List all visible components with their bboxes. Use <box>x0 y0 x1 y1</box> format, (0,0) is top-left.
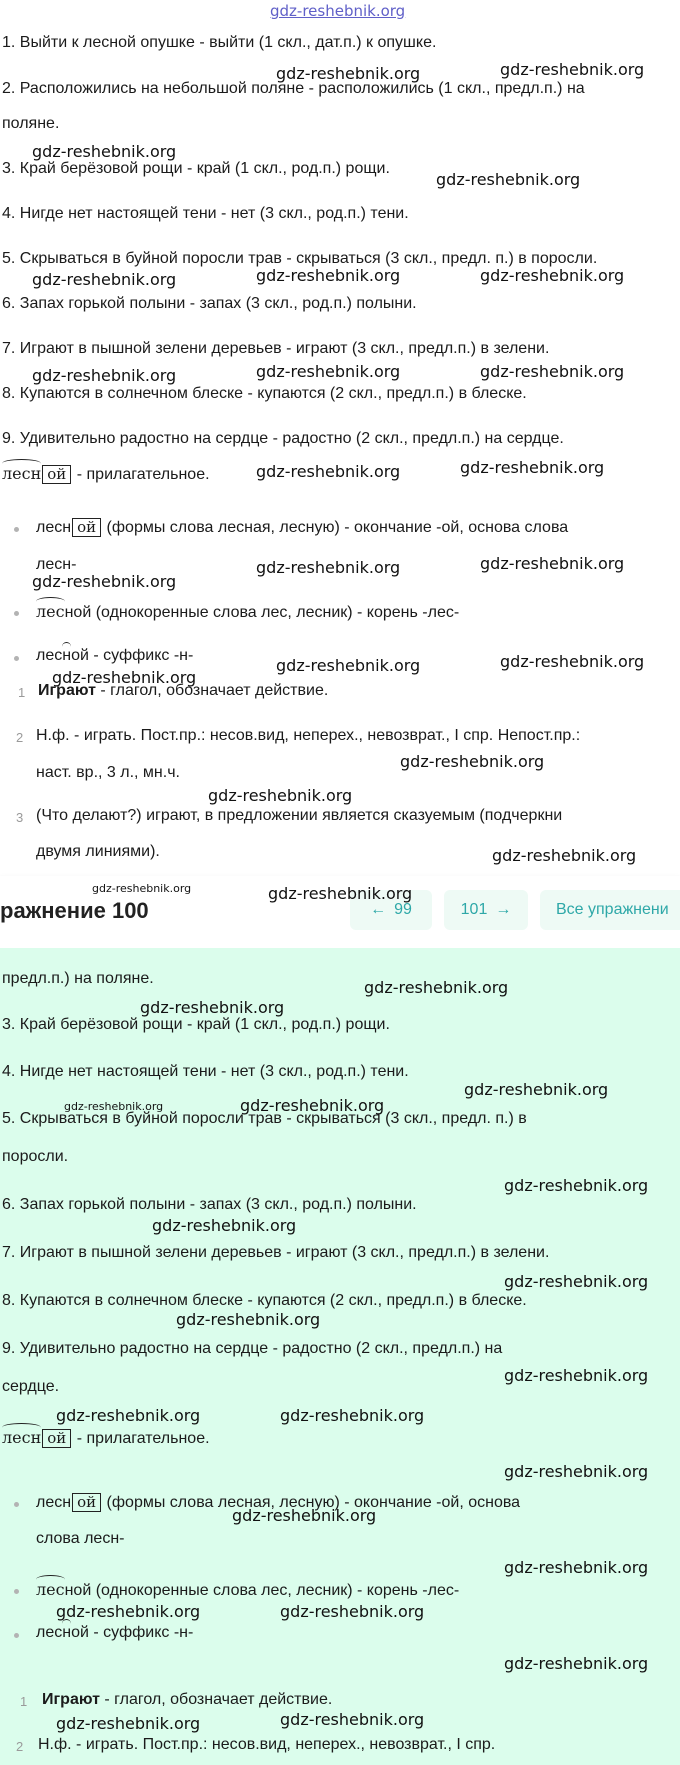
bullet-stem: лесн <box>36 1494 72 1511</box>
answer-line-5-cont: поросли. <box>2 1148 69 1165</box>
watermark: gdz-reshebnik.org <box>504 1654 649 1673</box>
watermark: gdz-reshebnik.org <box>504 1272 649 1291</box>
watermark: gdz-reshebnik.org <box>140 998 285 1017</box>
watermark: gdz-reshebnik.org <box>32 366 177 385</box>
answer-line-7: 7. Играют в пышной зелени деревьев - играют (3 скл., предл.п.) в зелени. <box>2 340 550 357</box>
next-exercise-label: 101 <box>460 901 488 918</box>
list-number: 1 <box>20 1694 28 1709</box>
watermark: gdz-reshebnik.org <box>208 786 353 805</box>
morph-label: - прилагательное. <box>72 466 210 483</box>
arrow-left-icon: ← <box>370 901 387 918</box>
numbered-item-3: (Что делают?) играют, в предложении является сказуемым (подчеркни <box>36 807 563 824</box>
root-arc: лес <box>36 602 65 621</box>
list-number: 1 <box>18 685 26 700</box>
suffix-mark: н <box>62 1624 72 1641</box>
suffix-prefix: лес <box>36 1624 63 1641</box>
watermark: gdz-reshebnik.org <box>92 882 192 895</box>
bullet-item-root <box>36 1580 459 1600</box>
watermark: gdz-reshebnik.org <box>152 1216 297 1235</box>
all-exercises-button[interactable] <box>540 890 680 930</box>
answer-line-3: 3. Край берёзовой рощи - край (1 скл., род.п.) рощи. <box>2 160 390 177</box>
watermark: gdz-reshebnik.org <box>56 1714 201 1733</box>
list-number: 2 <box>16 730 24 745</box>
numbered-item-2: Н.ф. - играть. Пост.пр.: несов.вид, неперех., невозврат., I спр. <box>38 1736 496 1753</box>
watermark: gdz-reshebnik.org <box>280 1710 425 1729</box>
answer-line-9: 9. Удивительно радостно на сердце - радостно (2 скл., предл.п.) на <box>2 1340 503 1357</box>
answer-line-5: 5. Скрываться в буйной поросли трав - скрываться (3 скл., предл. п.) в <box>2 1110 527 1127</box>
answer-line-1: 1. Выйти к лесной опушке - выйти (1 скл., дат.п.) к опушке. <box>2 34 437 51</box>
bullet-dot <box>14 527 19 532</box>
watermark: gdz-reshebnik.org <box>56 1406 201 1425</box>
watermark: gdz-reshebnik.org <box>480 362 625 381</box>
answer-line-6: 6. Запах горькой полыни - запах (3 скл., род.п.) полыни. <box>2 295 417 312</box>
watermark: gdz-reshebnik.org <box>504 1366 649 1385</box>
bullet-item-ending <box>36 518 568 537</box>
watermark: gdz-reshebnik.org <box>64 1100 164 1113</box>
watermark: gdz-reshebnik.org <box>256 266 401 285</box>
watermark: gdz-reshebnik.org <box>480 554 625 573</box>
numbered-item-2: Н.ф. - играть. Пост.пр.: несов.вид, неперех., невозврат., I спр. Непост.пр.: <box>36 727 581 744</box>
morph-heading <box>2 464 210 484</box>
next-exercise-button[interactable] <box>444 890 528 930</box>
answer-line-5: 5. Скрываться в буйной поросли трав - скрываться (3 скл., предл. п.) в поросли. <box>2 250 598 267</box>
item-text: - глагол, обозначает действие. <box>99 1691 333 1708</box>
watermark: gdz-reshebnik.org <box>464 1080 609 1099</box>
morph-word-stem: лесн <box>2 1428 42 1447</box>
bullet-item-ending-cont: лесн- <box>36 556 77 573</box>
bullet-dot <box>14 611 19 616</box>
answer-line-2: 2. Расположились на небольшой поляне - расположились (1 скл., предл.п.) на <box>2 80 585 97</box>
bullet-stem: лесн <box>36 519 72 536</box>
answer-line-9-cont: сердце. <box>2 1378 60 1395</box>
watermark: gdz-reshebnik.org <box>176 1310 321 1329</box>
list-number: 2 <box>16 1739 24 1754</box>
watermark: gdz-reshebnik.org <box>32 572 177 591</box>
watermark: gdz-reshebnik.org <box>280 1406 425 1425</box>
bullet-text: (формы слова лесная, лесную) - окончание -ой, основа слова <box>102 519 569 536</box>
bold-word: Играют <box>42 1691 100 1708</box>
watermark: gdz-reshebnik.org <box>460 458 605 477</box>
bullet-dot <box>14 1502 19 1507</box>
answer-line-2-cont: поляне. <box>2 115 60 132</box>
prev-exercise-label: 99 <box>394 901 412 918</box>
answer-line-4: 4. Нигде нет настоящей тени - нет (3 скл., род.п.) тени. <box>2 1063 409 1080</box>
morph-ending-box: ой <box>42 465 71 484</box>
numbered-item-2-cont: наст. вр., 3 л., мн.ч. <box>36 764 180 781</box>
bold-word: Играют <box>38 682 96 699</box>
watermark: gdz-reshebnik.org <box>268 884 413 903</box>
bullet-item-suffix <box>36 1624 193 1642</box>
answer-line-8: 8. Купаются в солнечном блеске - купаются (2 скл., предл.п.) в блеске. <box>2 1292 527 1309</box>
watermark: gdz-reshebnik.org <box>256 362 401 381</box>
watermark: gdz-reshebnik.org <box>400 752 545 771</box>
watermark: gdz-reshebnik.org <box>504 1176 649 1195</box>
watermark: gdz-reshebnik.org <box>52 668 197 687</box>
watermark: gdz-reshebnik.org <box>504 1558 649 1577</box>
watermark: gdz-reshebnik.org <box>364 978 509 997</box>
answer-line-4: 4. Нигде нет настоящей тени - нет (3 скл., род.п.) тени. <box>2 205 409 222</box>
watermark: gdz-reshebnik.org <box>480 266 625 285</box>
bullet-text: ной (однокоренные слова лес, лесник) - корень -лес- <box>64 604 460 621</box>
suffix-prefix: лес <box>36 647 63 664</box>
answer-line-7: 7. Играют в пышной зелени деревьев - играют (3 скл., предл.п.) в зелени. <box>2 1244 550 1261</box>
watermark: gdz-reshebnik.org <box>504 1462 649 1481</box>
bullet-dot <box>14 1633 19 1638</box>
watermark: gdz-reshebnik.org <box>276 656 421 675</box>
morph-word-stem: лесн <box>2 464 42 483</box>
item-text: - глагол, обозначает действие. <box>95 682 329 699</box>
answer-line-6: 6. Запах горькой полыни - запах (3 скл., род.п.) полыни. <box>2 1196 417 1213</box>
watermark: gdz-reshebnik.org <box>56 1602 201 1621</box>
bullet-ending-box: ой <box>72 518 101 537</box>
watermark: gdz-reshebnik.org <box>492 846 637 865</box>
bullet-text: ой - суффикс -н- <box>71 647 194 664</box>
arrow-right-icon: → <box>495 901 512 918</box>
answer-line-8: 8. Купаются в солнечном блеске - купаются (2 скл., предл.п.) в блеске. <box>2 385 527 402</box>
bullet-text: ой - суффикс -н- <box>71 1624 194 1641</box>
morph-heading <box>2 1428 210 1448</box>
watermark-top-link[interactable]: gdz-reshebnik.org <box>270 2 406 20</box>
bullet-item-ending-cont: слова лесн- <box>36 1530 125 1547</box>
answer-line-9: 9. Удивительно радостно на сердце - радостно (2 скл., предл.п.) на сердце. <box>2 430 564 447</box>
bullet-dot <box>14 1589 19 1594</box>
exercise-title: ражнение 100 <box>0 898 149 923</box>
watermark: gdz-reshebnik.org <box>500 60 645 79</box>
bullet-text: (формы слова лесная, лесную) - окончание -ой, основа <box>102 1494 521 1511</box>
numbered-item-1 <box>42 1691 332 1709</box>
watermark: gdz-reshebnik.org <box>256 462 401 481</box>
list-number: 3 <box>16 810 24 825</box>
root-arc: лес <box>36 1580 65 1599</box>
watermark: gdz-reshebnik.org <box>256 558 401 577</box>
morph-label: - прилагательное. <box>72 1430 210 1447</box>
watermark: gdz-reshebnik.org <box>240 1096 385 1115</box>
watermark: gdz-reshebnik.org <box>32 270 177 289</box>
answer-line-3: 3. Край берёзовой рощи - край (1 скл., род.п.) рощи. <box>2 1016 390 1033</box>
watermark: gdz-reshebnik.org <box>232 1506 377 1525</box>
numbered-item-3-cont: двумя линиями). <box>36 843 160 860</box>
watermark: gdz-reshebnik.org <box>280 1602 425 1621</box>
watermark: gdz-reshebnik.org <box>276 64 421 83</box>
bullet-item-suffix <box>36 647 193 665</box>
watermark: gdz-reshebnik.org <box>32 142 177 161</box>
answer-line-2-cont: предл.п.) на поляне. <box>2 970 154 987</box>
bullet-text: ной (однокоренные слова лес, лесник) - корень -лес- <box>64 1582 460 1599</box>
bullet-dot <box>14 656 19 661</box>
watermark: gdz-reshebnik.org <box>436 170 581 189</box>
bullet-ending-box: ой <box>72 1493 101 1512</box>
watermark: gdz-reshebnik.org <box>500 652 645 671</box>
bullet-item-root <box>36 602 459 622</box>
suffix-mark: н <box>62 647 72 664</box>
all-exercises-label: Все упражнени <box>556 901 669 918</box>
morph-ending-box: ой <box>42 1429 71 1448</box>
answer-panel <box>0 948 680 1765</box>
